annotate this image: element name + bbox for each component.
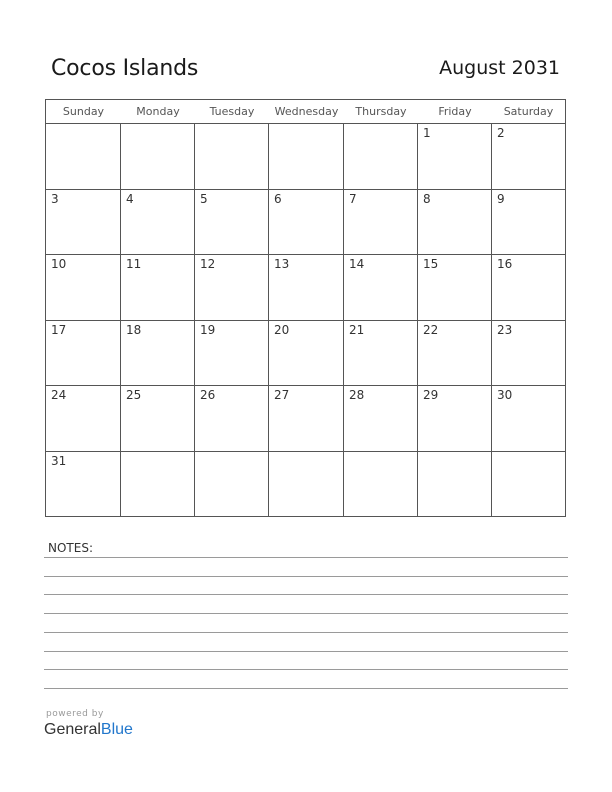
day-number: 5: [200, 191, 208, 206]
day-number: 21: [349, 322, 365, 337]
day-cell[interactable]: [344, 452, 418, 518]
day-number: 7: [349, 191, 357, 206]
notes-line[interactable]: [44, 576, 568, 577]
day-cell[interactable]: [121, 124, 195, 190]
powered-by-text: powered by: [46, 709, 104, 719]
day-cell[interactable]: [121, 386, 195, 452]
day-number: 6: [274, 191, 282, 206]
day-number: 10: [51, 257, 67, 271]
notes-line[interactable]: [44, 594, 568, 595]
generalblue-logo[interactable]: [44, 721, 133, 739]
notes-line[interactable]: [44, 557, 568, 558]
weekday-header-row: [46, 100, 565, 124]
day-cell[interactable]: [195, 255, 269, 321]
notes-line[interactable]: [44, 688, 568, 689]
weekday-friday: Friday: [438, 105, 472, 118]
day-number: 3: [51, 191, 59, 206]
day-number: 20: [274, 322, 290, 337]
day-cell[interactable]: [418, 321, 492, 387]
day-cell[interactable]: [492, 255, 565, 321]
day-number: 14: [349, 257, 365, 271]
day-number: 13: [274, 257, 290, 271]
day-cell[interactable]: [46, 124, 121, 190]
day-cell[interactable]: [195, 386, 269, 452]
day-cell[interactable]: [344, 321, 418, 387]
weekday-monday: Monday: [136, 105, 180, 118]
notes-label: NOTES:: [48, 541, 93, 555]
day-cell[interactable]: [492, 321, 565, 387]
day-cell[interactable]: [195, 321, 269, 387]
notes-line[interactable]: [44, 632, 568, 633]
day-cell[interactable]: [121, 190, 195, 256]
day-cell[interactable]: [46, 255, 121, 321]
notes-line[interactable]: [44, 613, 568, 614]
day-cell[interactable]: [46, 321, 121, 387]
day-cell[interactable]: [195, 124, 269, 190]
day-number: 25: [126, 388, 142, 402]
day-number: 27: [274, 388, 290, 402]
day-cell[interactable]: [492, 386, 565, 452]
day-cell[interactable]: [418, 124, 492, 190]
day-cell[interactable]: [269, 321, 344, 387]
day-cell[interactable]: [269, 452, 344, 518]
day-number: 30: [497, 388, 513, 402]
day-number: 2: [497, 126, 505, 140]
day-cell[interactable]: [418, 386, 492, 452]
brand-blue-text: Blue: [100, 721, 133, 738]
weekday-thursday: Thursday: [355, 105, 407, 118]
day-number: 4: [126, 191, 134, 206]
day-cell[interactable]: [121, 321, 195, 387]
day-cell[interactable]: [344, 190, 418, 256]
day-cell[interactable]: [418, 190, 492, 256]
day-cell[interactable]: [269, 386, 344, 452]
day-number: 12: [200, 257, 216, 271]
day-cell[interactable]: [492, 124, 565, 190]
weekday-tuesday: Tuesday: [209, 105, 255, 118]
day-cell[interactable]: [121, 452, 195, 518]
brand-general-text: General: [44, 721, 101, 738]
day-cell[interactable]: [344, 255, 418, 321]
day-number: 29: [423, 388, 439, 402]
day-cell[interactable]: [269, 124, 344, 190]
day-number: 15: [423, 257, 439, 271]
day-number: 9: [497, 191, 505, 206]
day-number: 31: [51, 453, 67, 468]
day-cell[interactable]: [195, 452, 269, 518]
weekday-sunday: Sunday: [62, 105, 105, 118]
day-number: 11: [126, 257, 142, 271]
day-cell[interactable]: [418, 452, 492, 518]
day-number: 26: [200, 388, 216, 402]
day-number: 24: [51, 388, 67, 402]
notes-line[interactable]: [44, 651, 568, 652]
day-number: 19: [200, 322, 216, 337]
day-cell[interactable]: [46, 190, 121, 256]
day-cell[interactable]: [492, 190, 565, 256]
day-cell[interactable]: [269, 190, 344, 256]
day-number: 17: [51, 322, 67, 337]
day-cell[interactable]: [195, 190, 269, 256]
day-number: 28: [349, 388, 365, 402]
day-cell[interactable]: [121, 255, 195, 321]
day-number: 8: [423, 191, 431, 206]
day-cell[interactable]: [46, 386, 121, 452]
day-cell[interactable]: [344, 124, 418, 190]
day-cell[interactable]: [269, 255, 344, 321]
weekday-saturday: Saturday: [503, 105, 554, 118]
month-label: August 2031: [439, 57, 560, 79]
calendar-title: Cocos Islands: [51, 56, 199, 81]
calendar-grid: [45, 99, 566, 517]
day-number: 18: [126, 322, 142, 337]
day-cell[interactable]: [492, 452, 565, 518]
weekday-wednesday: Wednesday: [274, 105, 339, 118]
day-number: 22: [423, 322, 439, 337]
day-cell[interactable]: [46, 452, 121, 518]
day-cell[interactable]: [344, 386, 418, 452]
day-number: 1: [423, 126, 431, 140]
notes-line[interactable]: [44, 669, 568, 670]
day-number: 23: [497, 322, 513, 337]
day-cell[interactable]: [418, 255, 492, 321]
day-number: 16: [497, 257, 513, 271]
